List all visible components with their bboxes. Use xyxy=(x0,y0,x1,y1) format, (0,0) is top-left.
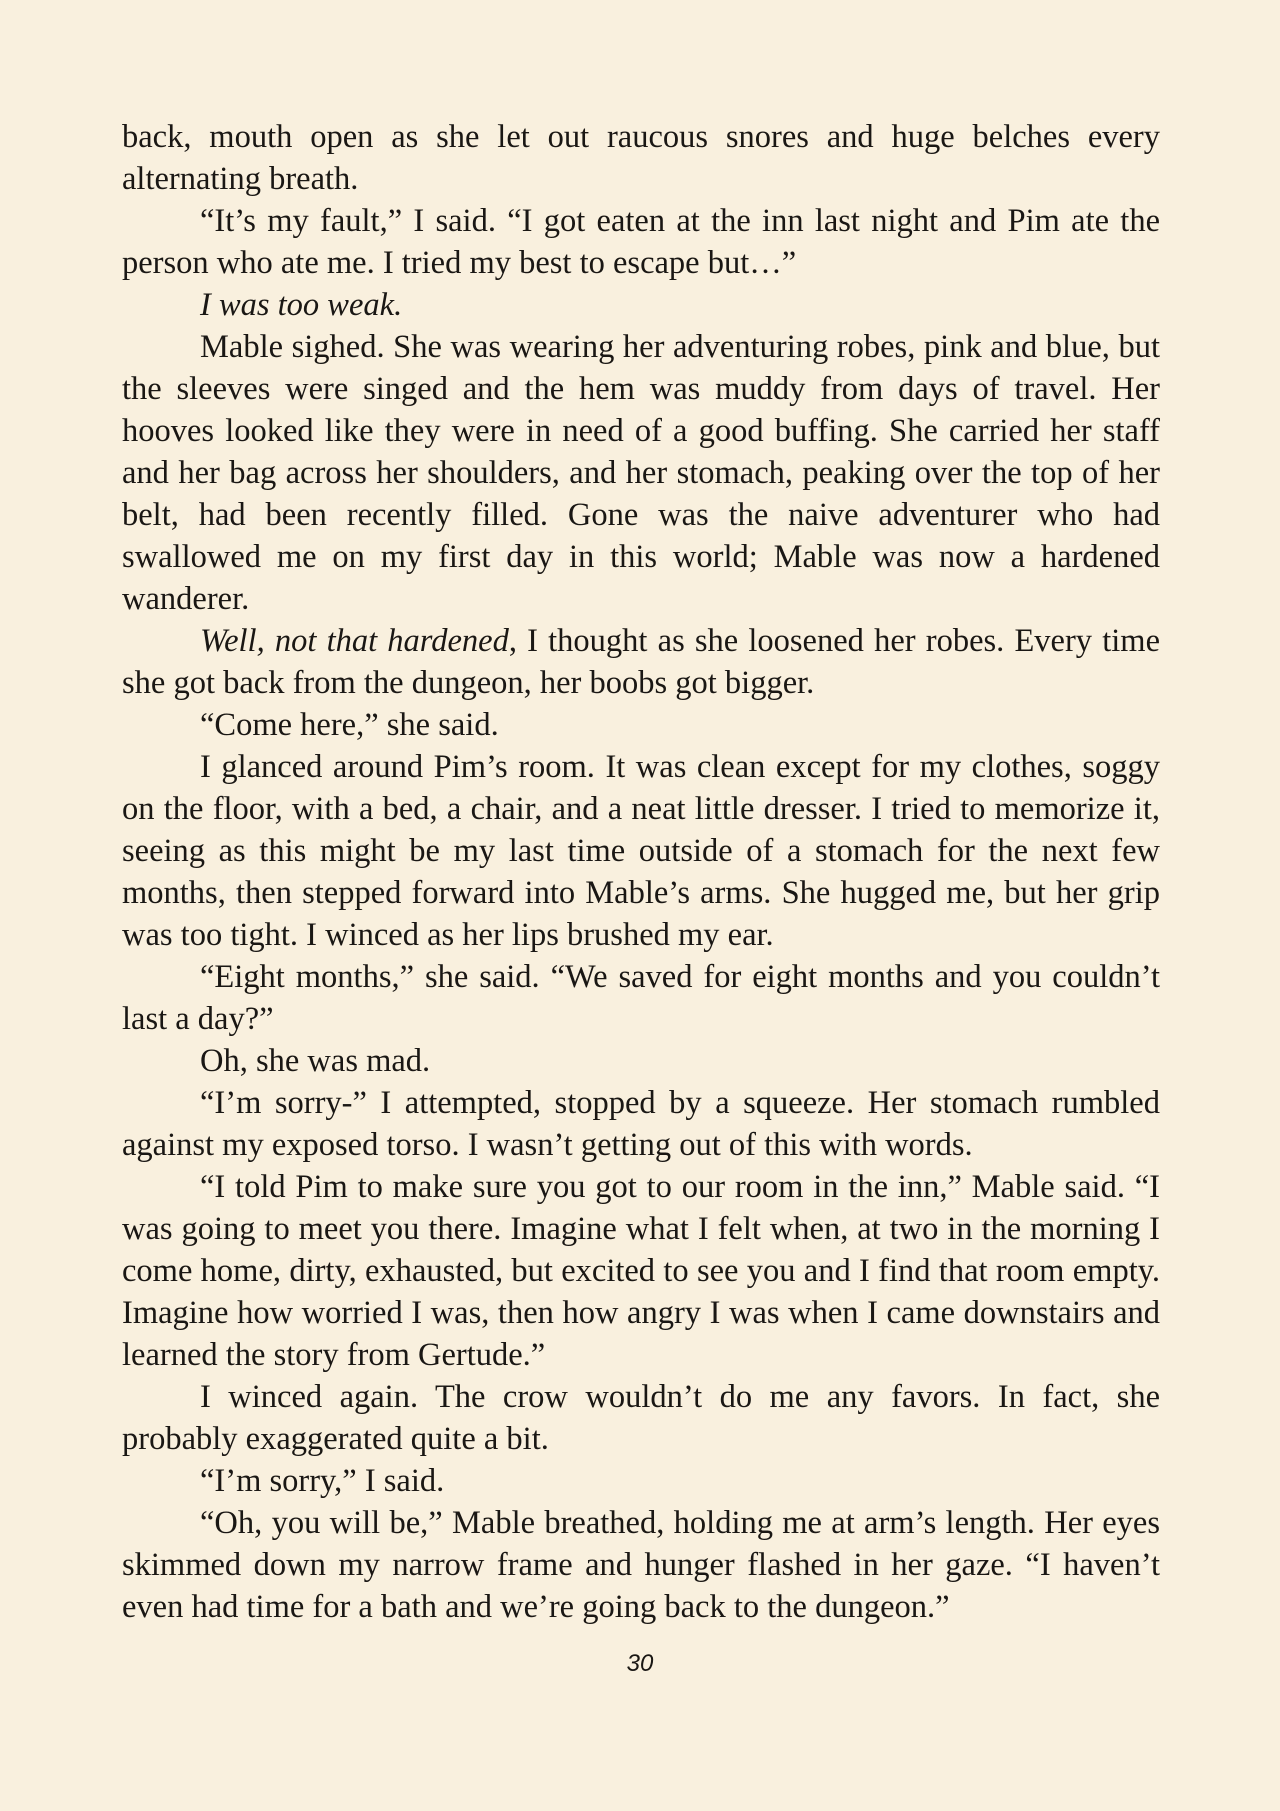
paragraph: Mable sighed. She was wearing her adventuring robes, pink and blue, but the sleeves were singed and the hem was muddy from days of travel. Her hooves looked like they were in need of a good buffing. She carried her staff and her bag across her shoulders, and her stomach, peaking over the top of her belt, had been recently filled. Gone was the naive adventurer who had swallowed me on my first day in this world; Mable was now a hardened wanderer. xyxy=(122,329,1160,617)
paragraph: “I’m sorry,” I said. xyxy=(200,1463,445,1499)
paragraph xyxy=(122,620,1160,704)
paragraph: “Oh, you will be,” Mable breathed, holding me at arm’s length. Her eyes skimmed down my narrow frame and hunger flashed in her gaze. “I haven’t even had time for a bath and we’re going back to the dungeon.” xyxy=(122,1505,1160,1625)
paragraph-text: , I thought as she loosened her robes. Every time she got back from the dungeon, her boobs got bigger. xyxy=(122,623,1160,701)
paragraph-italic: I was too weak. xyxy=(200,287,403,323)
paragraph: “I’m sorry-” I attempted, stopped by a squeeze. Her stomach rumbled against my exposed torso. I wasn’t getting out of this with words. xyxy=(122,1085,1160,1163)
paragraph: Oh, she was mad. xyxy=(200,1043,431,1079)
page-number: 30 xyxy=(626,1650,654,1677)
paragraph: “Eight months,” she said. “We saved for eight months and you couldn’t last a day?” xyxy=(122,959,1160,1037)
paragraph: “I told Pim to make sure you got to our room in the inn,” Mable said. “I was going to meet you there. Imagine what I felt when, at two in the morning I come home, dirty, exhausted, but excited to see you and I find that room empty. Imagine how worried I was, then how angry I was when I came downstairs and learned the story from Gertude.” xyxy=(122,1169,1160,1373)
paragraph: “It’s my fault,” I said. “I got eaten at the inn last night and Pim ate the person who ate me. I tried my best to escape but…” xyxy=(122,203,1160,281)
page-body xyxy=(122,116,1160,1628)
paragraph: I glanced around Pim’s room. It was clean except for my clothes, soggy on the floor, with a bed, a chair, and a neat little dresser. I tried to memorize it, seeing as this might be my last time outside of a stomach for the next few months, then stepped forward into Mable’s arms. She hugged me, but her grip was too tight. I winced as her lips brushed my ear. xyxy=(122,749,1160,953)
paragraph: back, mouth open as she let out raucous snores and huge belches every alternating breath. xyxy=(122,119,1160,197)
paragraph: I winced again. The crow wouldn’t do me any favors. In fact, she probably exaggerated quite a bit. xyxy=(122,1379,1160,1457)
paragraph: “Come here,” she said. xyxy=(200,707,499,743)
italic-thought: Well, not that hardened xyxy=(200,623,509,659)
